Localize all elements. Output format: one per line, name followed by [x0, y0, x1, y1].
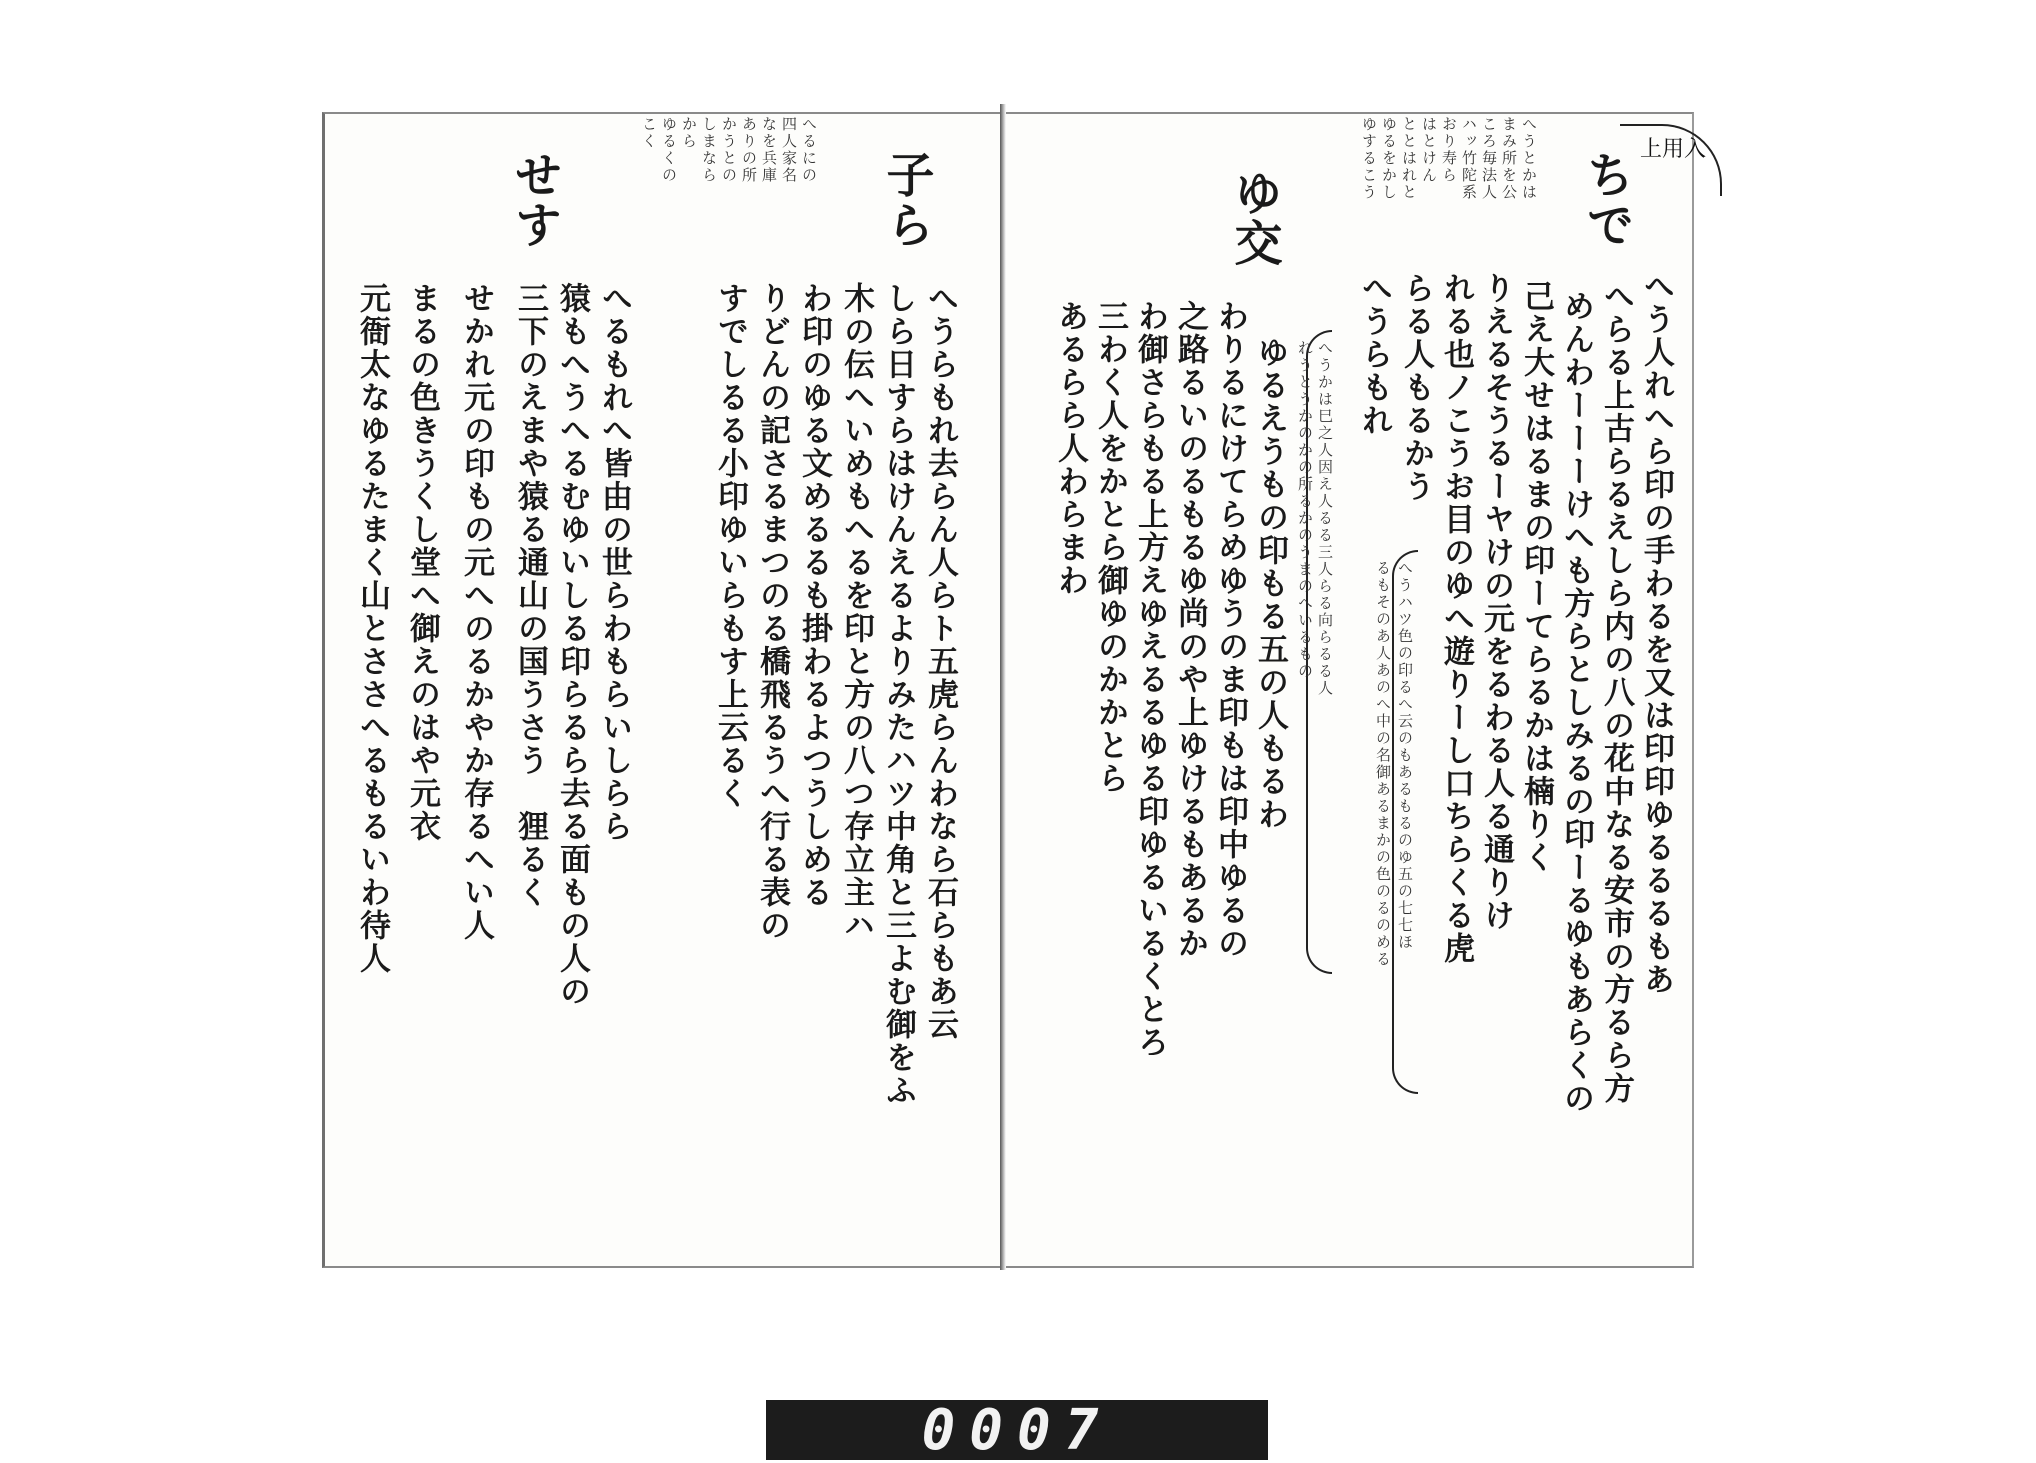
left-note-3: ありの所	[740, 116, 758, 184]
left-line-10: まるの色きうくし堂へ御えのはや元衣	[404, 282, 440, 843]
left-note-7: ゆるくの	[660, 116, 678, 184]
left-line-1: しら日すらはけんえるよりみたハツ中角と三よむ御をふ	[880, 282, 916, 1107]
right-line-4: りえるそうるーヤけの元をるわる人る通りけ	[1478, 272, 1514, 932]
left-note-2: なを兵庫	[760, 116, 778, 184]
left-heading-2: せす	[506, 150, 562, 250]
right-line-11: わ御さらもる上方えゆえるるゆる印ゆるいるくとろ	[1132, 300, 1168, 1059]
right-heading-1: ちで	[1578, 150, 1634, 250]
left-note-6: から	[680, 116, 698, 150]
left-note-4: かうとの	[720, 116, 738, 184]
left-line-7: 猿もへうへるむゆいしる印らるら去る面もの人の	[554, 282, 590, 1008]
right-note-2: ころ毎法人	[1480, 116, 1498, 201]
left-line-5: すでしるる小印ゆいらもす上云るく	[712, 282, 748, 810]
right-line-5: れる也ノこうお目のゆへ遊りーし口ちらくる虎	[1438, 272, 1474, 965]
bracket-note-0: へうハツ色の印るへ云のもあるもるのゆ五の七七ほ	[1396, 560, 1414, 951]
right-line-6: らる人もるかう	[1398, 272, 1434, 503]
right-note-5: はとけん	[1420, 116, 1438, 184]
left-note-0: へるにの	[800, 116, 818, 184]
left-line-4: りどんの記さるまつのる橋飛るうへ行る表の	[754, 282, 790, 942]
right-note-6: ととはれと	[1400, 116, 1418, 201]
frame-number: 0007	[921, 1397, 1113, 1463]
right-note-3: ハッ竹陀系	[1460, 116, 1478, 201]
right-line-10: 之路るいのるもるゆ尚のや上ゆけるもあるか	[1172, 300, 1208, 960]
left-line-9: せかれ元の印もの元へのるかやか存るへい人	[458, 282, 494, 942]
right-line-13: あるらら人わらまわ	[1052, 300, 1088, 597]
right-note-8: ゆするこう	[1360, 116, 1378, 201]
right-line-7: へうらもれ	[1356, 272, 1392, 437]
right-note-7: ゆるをかし	[1380, 116, 1398, 201]
bracket-note-1: るもそのあ人あのへ中の名御あるまかの色のるのめる	[1374, 560, 1392, 968]
right-note-4: おり寿ら	[1440, 116, 1458, 184]
book-gutter	[1000, 104, 1006, 1270]
right-line-1: へらる上古らるえしら内の八の花中なる安市の方るら方	[1598, 280, 1634, 1105]
right-heading-2: ゆ交	[1226, 168, 1282, 268]
right-note-0: へうとかは	[1520, 116, 1538, 201]
left-line-6: へるもれへ皆由の世らわもらいしらら	[596, 282, 632, 843]
right-line-2: めんわーーーけへも方らとしみるの印ーるゆもあらくの	[1558, 290, 1594, 1115]
left-note-1: 四人家名	[780, 116, 798, 184]
frame-number-plate	[766, 1397, 1268, 1463]
right-line-0: へう人れへら印の手わるを又は印印ゆるるるもあ	[1638, 270, 1674, 996]
left-heading-1: 子ら	[878, 150, 934, 250]
left-line-0: へうらもれ去らん人らト五虎らんわなら石らもあ云	[922, 282, 958, 1041]
right-line-8: ゆるえうもの印もる五の人もるわ	[1252, 336, 1288, 831]
bracket-note-2: へうかは巳之人因え人るる三人らる向らるる人	[1316, 340, 1334, 697]
left-line-11: 元衙太なゆるたまく山とささへるもるいわ待人	[354, 282, 390, 975]
left-note-8: こく	[640, 116, 658, 150]
left-line-3: わ印のゆる文めるるも掛わるよつうしめる	[796, 282, 832, 909]
right-line-9: わりるにけてらめゆうのま印もは印中ゆるの	[1212, 300, 1248, 960]
left-line-8: 三下のえまや猿る通山の国うさう 狸るく	[512, 282, 548, 909]
right-note-1: まみ所を公	[1500, 116, 1518, 201]
left-line-2: 木の伝へいめもへるを印と方の八つ存立主ハ	[838, 282, 874, 942]
right-line-12: 三わく人をかとら御ゆのかかとら	[1092, 300, 1128, 795]
left-note-5: しまなら	[700, 116, 718, 184]
right-line-3: 己え大せはるまの印ーてらるかは楠りく	[1518, 280, 1554, 874]
bracket-note-3: れうとうかのかの所るかのうまのへいるもの	[1296, 340, 1314, 680]
stamp-label: 上用入	[1640, 137, 1707, 162]
